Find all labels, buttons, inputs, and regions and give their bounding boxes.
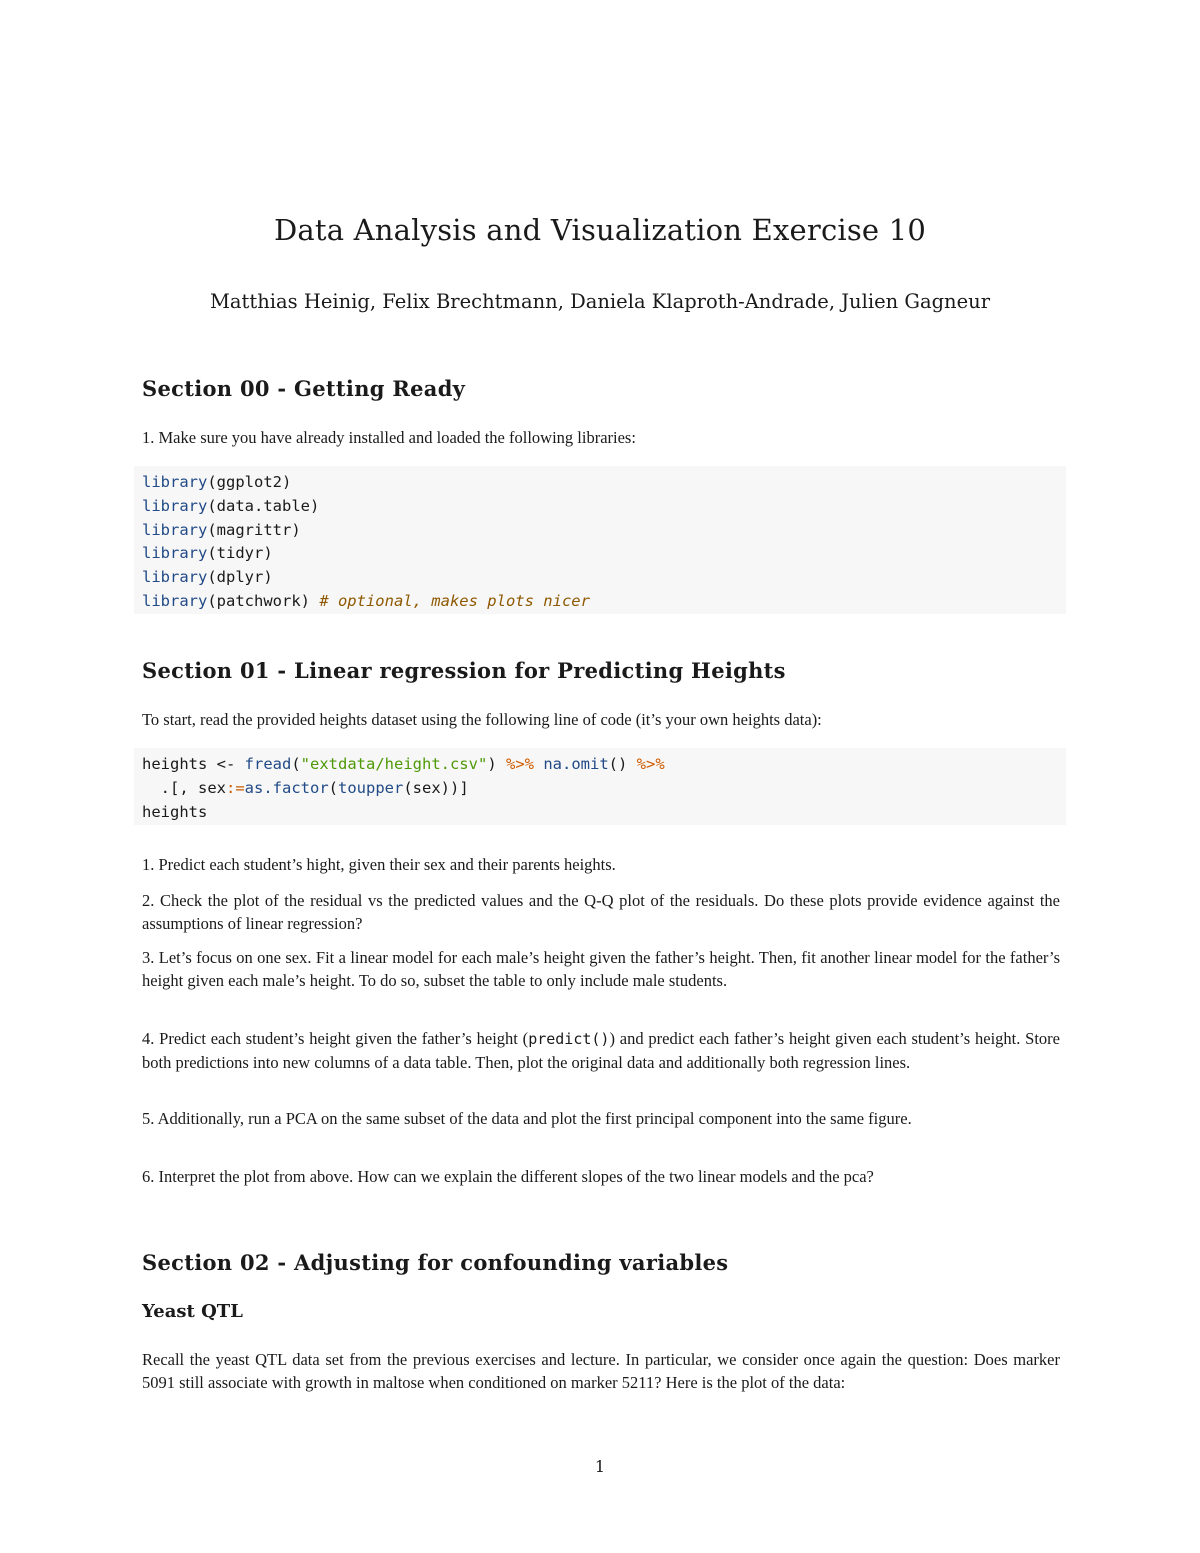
section-02-paragraph: Recall the yeast QTL data set from the previous exercises and lecture. In particular, we consider once again the question: Does marker 5091 still associate with growth in maltose when conditioned on marker 5211? Here is the plot of the data: xyxy=(142,1350,1060,1392)
section-01-item-4: 4. Predict each student’s height given the father’s height (predict()) and predict each father’s height given each student’s height. Store both predictions into new columns of a data table. Then, plot the original data and additionally both regression lines. xyxy=(142,1029,1060,1072)
section-01-item-3: 3. Let’s focus on one sex. Fit a linear model for each male’s height given the father’s height. Then, fit another linear model for the father’s height given each male’s height. To do so, subset the table to only include male students. xyxy=(142,948,1060,990)
yeast-qtl-subheading: Yeast QTL xyxy=(142,1301,243,1322)
code-line: library(ggplot2) xyxy=(142,473,292,491)
code-line: library(data.table) xyxy=(142,496,320,515)
section-01-item-1: 1. Predict each student’s hight, given their sex and their parents heights. xyxy=(142,855,616,874)
document-title: Data Analysis and Visualization Exercise 10 xyxy=(273,213,927,247)
section-01-item-5: 5. Additionally, run a PCA on the same subset of the data and plot the first principal component into the same figure. xyxy=(142,1109,912,1128)
authors-line: Matthias Heinig, Felix Brechtmann, Daniela Klaproth-Andrade, Julien Gagneur xyxy=(209,290,991,313)
section-01-intro: To start, read the provided heights dataset using the following line of code (it’s your own heights data): xyxy=(142,710,822,729)
code-line: heights xyxy=(142,802,208,821)
inline-code: predict() xyxy=(528,1030,610,1048)
section-00-item-1: 1. Make sure you have already installed and loaded the following libraries: xyxy=(142,428,636,447)
section-01-item-6: 6. Interpret the plot from above. How can we explain the different slopes of the two linear models and the pca? xyxy=(142,1167,874,1186)
libraries-code-block xyxy=(134,466,1066,614)
code-line: .[, sex:=as.factor(toupper(sex))] xyxy=(142,778,469,797)
code-line: library(dplyr) xyxy=(142,568,273,587)
code-comment: # optional, makes plots nicer xyxy=(319,591,590,610)
page-number: 1 xyxy=(594,1457,606,1476)
heights-code-block xyxy=(134,748,1066,825)
section-02-heading: Section 02 - Adjusting for confounding variables xyxy=(142,1250,729,1275)
code-line: library(patchwork) # optional, makes plots nicer xyxy=(142,591,590,610)
code-line: heights <- fread("extdata/height.csv") %>% na.omit() %>% xyxy=(142,755,665,773)
section-01-heading: Section 01 - Linear regression for Predicting Heights xyxy=(142,658,786,683)
section-00-heading: Section 00 - Getting Ready xyxy=(142,376,466,401)
code-line: library(tidyr) xyxy=(142,544,273,563)
section-01-item-2: 2. Check the plot of the residual vs the predicted values and the Q-Q plot of the residuals. Do these plots provide evidence against the assumptions of linear regression? xyxy=(142,891,1060,933)
code-line: library(magrittr) xyxy=(142,520,301,539)
